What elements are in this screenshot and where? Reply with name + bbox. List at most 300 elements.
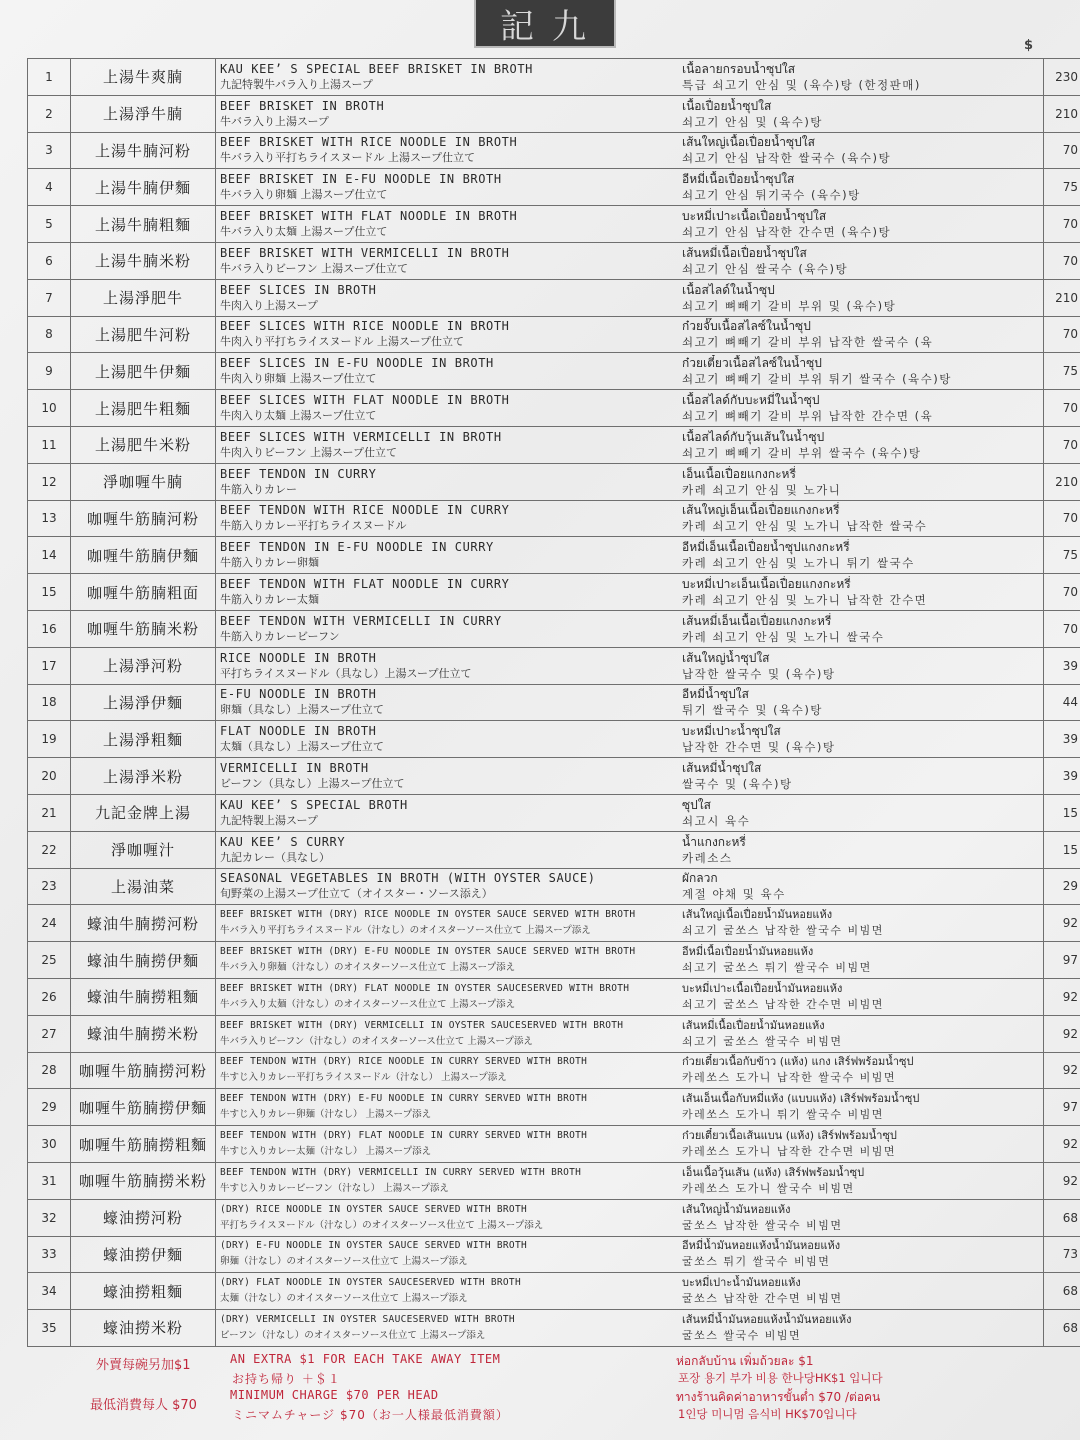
item-name-en: BEEF TENDON WITH (DRY) FLAT NOODLE IN CURRY SERVED WITH BROTH <box>220 1130 588 1141</box>
item-description-grid <box>220 1018 1043 1050</box>
item-name-jp: ビーフン（汁なし）のオイスターソース仕立て 上湯スープ添え <box>220 1329 486 1341</box>
item-price: 70 <box>1044 500 1080 537</box>
item-name-th: บะหมี่เปาะน้ำซุปใส <box>682 724 781 739</box>
item-name-ko: 쇠고기 안심 및 (육수)탕 <box>682 114 823 129</box>
item-price: 92 <box>1044 1162 1080 1199</box>
menu-row <box>28 942 1080 979</box>
item-price: 75 <box>1044 353 1080 390</box>
menu-row <box>28 132 1080 169</box>
menu-row <box>28 1162 1080 1199</box>
menu-row <box>28 758 1080 795</box>
item-number: 3 <box>28 132 71 169</box>
item-description-left <box>220 1091 682 1123</box>
item-price: 70 <box>1044 426 1080 463</box>
item-number: 15 <box>28 574 71 611</box>
item-number: 13 <box>28 500 71 537</box>
item-number: 24 <box>28 905 71 942</box>
item-name-jp: ビーフン（具なし）上湯スープ仕立て <box>220 777 405 791</box>
item-description-left <box>220 134 682 166</box>
item-description-right <box>682 723 1032 755</box>
item-name-zh: 蠔油牛腩撈粗麵 <box>71 978 216 1015</box>
item-price: 68 <box>1044 1273 1080 1310</box>
item-description-right <box>682 355 1032 387</box>
item-number: 14 <box>28 537 71 574</box>
item-price: 68 <box>1044 1310 1080 1347</box>
item-name-ko: 굴쏘스 쌀국수 비빔면 <box>682 1328 802 1342</box>
item-name-th: ก๋วยเตี๋ยวเนื้อกับข้าว (แห้ง) แกง เสิร์ฟพร้อมน้ำซุป <box>682 1055 914 1069</box>
item-description-right <box>682 944 1032 976</box>
item-description-right <box>682 1312 1032 1344</box>
item-name-th: เส้นใหญ่น้ำซุปใส <box>682 650 770 665</box>
item-description-grid <box>220 355 1043 387</box>
item-description-left <box>220 981 682 1013</box>
item-name-zh: 咖喱牛筋腩米粉 <box>71 610 216 647</box>
item-description-right <box>682 613 1032 645</box>
item-description-left <box>220 429 682 461</box>
item-price: 92 <box>1044 1126 1080 1163</box>
item-description <box>216 1199 1044 1236</box>
item-name-th: ผักลวก <box>682 871 718 886</box>
item-name-th: เส้นหมี่น้ำซุปใส <box>682 761 762 776</box>
item-description-grid <box>220 686 1043 718</box>
item-name-en: FLAT NOODLE IN BROTH <box>220 724 377 739</box>
item-number: 7 <box>28 279 71 316</box>
item-name-zh: 上湯淨肥牛 <box>71 279 216 316</box>
item-description-grid <box>220 318 1043 350</box>
item-description-grid <box>220 834 1043 866</box>
item-name-en: BEEF BRISKET IN BROTH <box>220 98 385 113</box>
item-description-left <box>220 797 682 829</box>
item-name-th: เอ็นเนื้อเปื่อยแกงกะหรี่ <box>682 466 796 481</box>
item-description-grid <box>220 1238 1043 1270</box>
item-name-en: BEEF BRISKET WITH (DRY) FLAT NOODLE IN OYSTER SAUCESERVED WITH BROTH <box>220 982 630 994</box>
item-description-right <box>682 870 1032 902</box>
item-name-ko: 납작한 쌀국수 및 (육수)탕 <box>682 666 836 681</box>
item-description-grid <box>220 539 1043 571</box>
item-name-ko: 쇠고기 뼈빼기 갈비 부위 납작한 쌀국수 (육 <box>682 335 934 350</box>
item-name-zh: 上湯淨河粉 <box>71 647 216 684</box>
item-description-left <box>220 1275 682 1307</box>
item-name-jp: 卵麺（汁なし）のオイスターソース仕立て 上湯スープ添え <box>220 1256 468 1268</box>
item-name-jp: 牛筋入りカレービーフン <box>220 629 340 643</box>
item-description <box>216 426 1044 463</box>
item-name-ko: 카레쏘스 도가니 쌀국수 비빔면 <box>682 1181 855 1195</box>
item-name-jp: 牛すじ入りカレー平打ちライスヌードル（汁なし） 上湯スープ添え <box>220 1072 507 1084</box>
item-name-jp: 牛バラ入りビーフン 上湯スープ仕立て <box>220 261 408 275</box>
item-name-th: เนื้อเปื่อยน้ำซุปใส <box>682 98 772 113</box>
item-description <box>216 1310 1044 1347</box>
item-name-jp: 牛肉入り上湯スープ <box>220 298 318 312</box>
item-description-right <box>682 981 1032 1013</box>
menu-body <box>28 59 1080 1347</box>
menu-row <box>28 868 1080 905</box>
item-description <box>216 463 1044 500</box>
item-description-right <box>682 98 1032 130</box>
item-description <box>216 1126 1044 1163</box>
item-description-left <box>220 760 682 792</box>
item-description-grid <box>220 1054 1043 1086</box>
item-description-left <box>220 539 682 571</box>
item-description-grid <box>220 576 1043 608</box>
item-description-right <box>682 1128 1032 1160</box>
item-name-zh: 咖喱牛筋腩撈伊麵 <box>71 1089 216 1126</box>
item-name-zh: 蠔油牛腩撈河粉 <box>71 905 216 942</box>
item-description-left <box>220 502 682 534</box>
menu-row <box>28 390 1080 427</box>
item-name-zh: 上湯牛腩河粉 <box>71 132 216 169</box>
item-description-right <box>682 429 1032 461</box>
item-number: 12 <box>28 463 71 500</box>
menu-row <box>28 1199 1080 1236</box>
item-name-zh: 咖喱牛筋腩河粉 <box>71 500 216 537</box>
item-name-ko: 카레쏘스 도가니 납작한 간수면 비빔면 <box>682 1145 897 1158</box>
item-name-zh: 上湯淨伊麵 <box>71 684 216 721</box>
item-name-zh: 上湯牛腩粗麵 <box>71 206 216 243</box>
item-name-en: (DRY) RICE NOODLE IN OYSTER SAUCE SERVED WITH BROTH <box>220 1203 527 1215</box>
item-name-th: อีหมี่น้ำมันหอยแห้งน้ำมันหอยแห้ง <box>682 1239 841 1253</box>
menu-row <box>28 684 1080 721</box>
item-number: 9 <box>28 353 71 390</box>
item-description-right <box>682 245 1032 277</box>
item-price: 39 <box>1044 758 1080 795</box>
item-number: 22 <box>28 831 71 868</box>
item-description-grid <box>220 1091 1043 1123</box>
item-description <box>216 1236 1044 1273</box>
item-name-en: BEEF TENDON WITH FLAT NOODLE IN CURRY <box>220 577 510 592</box>
item-name-zh: 上湯油菜 <box>71 868 216 905</box>
item-price: 15 <box>1044 831 1080 868</box>
item-name-th: เนื้อลายกรอบน้ำซุปใส <box>682 61 796 76</box>
item-name-zh: 蠔油撈伊麵 <box>71 1236 216 1273</box>
item-name-th: อีหมี่เอ็นเนื้อเปื่อยน้ำซุปแกงกะหรี่ <box>682 540 850 555</box>
item-description <box>216 132 1044 169</box>
item-price: 70 <box>1044 132 1080 169</box>
item-name-th: เส้นหมี่น้ำมันหอยแห้งน้ำมันหอยแห้ง <box>682 1312 852 1326</box>
item-description-grid <box>220 944 1043 976</box>
item-description-right <box>682 686 1032 718</box>
item-description-grid <box>220 613 1043 645</box>
item-number: 21 <box>28 794 71 831</box>
item-description-right <box>682 1018 1032 1050</box>
item-name-jp: 旬野菜の上湯スープ仕立て（オイスター・ソース添え） <box>220 887 493 901</box>
item-number: 6 <box>28 242 71 279</box>
item-name-ko: 쇠고기 굴쏘스 납작한 쌀국수 비빔면 <box>682 924 884 938</box>
item-description-left <box>220 907 682 939</box>
menu-row <box>28 537 1080 574</box>
item-description-grid <box>220 392 1043 424</box>
item-number: 31 <box>28 1162 71 1199</box>
item-name-jp: 牛バラ入り平打ちライスヌードル 上湯スープ仕立て <box>220 151 475 165</box>
item-name-zh: 蠔油牛腩撈米粉 <box>71 1015 216 1052</box>
item-name-en: BEEF SLICES IN E-FU NOODLE IN BROTH <box>220 356 494 371</box>
item-description-left <box>220 282 682 314</box>
item-description-grid <box>220 282 1043 314</box>
item-name-ko: 쇠고기 안심 납작한 간수면 (육수)탕 <box>682 225 892 240</box>
item-description-right <box>682 650 1032 682</box>
item-name-jp: 牛筋入りカレー卵麺 <box>220 556 319 570</box>
menu-row <box>28 794 1080 831</box>
item-description-left <box>220 318 682 350</box>
item-name-zh: 蠔油撈河粉 <box>71 1199 216 1236</box>
item-name-ko: 쇠고기 뼈빼기 갈비 부위 및 (육수)탕 <box>682 298 897 313</box>
item-description-grid <box>220 723 1043 755</box>
item-name-jp: 牛バラ入り太麺 上湯スープ仕立て <box>220 225 388 239</box>
item-number: 29 <box>28 1089 71 1126</box>
takeaway-note-th: ห่อกลับบ้าน เพิ่มถ้วยละ $1 <box>676 1354 814 1368</box>
item-name-en: KAU KEE’ S CURRY <box>220 834 346 849</box>
menu-row <box>28 1052 1080 1089</box>
item-price: 75 <box>1044 537 1080 574</box>
item-name-zh: 上湯牛爽腩 <box>71 59 216 96</box>
item-description <box>216 905 1044 942</box>
item-name-en: BEEF BRISKET WITH (DRY) E-FU NOODLE IN OYSTER SAUCE SERVED WITH BROTH <box>220 946 636 958</box>
item-price: 70 <box>1044 610 1080 647</box>
item-name-th: ก๋วยจั๊บเนื้อสไลซ์ในน้ำซุป <box>682 319 811 334</box>
item-description-left <box>220 245 682 277</box>
menu-row <box>28 1273 1080 1310</box>
item-description <box>216 500 1044 537</box>
item-name-en: BEEF TENDON IN CURRY <box>220 466 377 481</box>
item-price: 97 <box>1044 942 1080 979</box>
item-price: 75 <box>1044 169 1080 206</box>
menu-row <box>28 1310 1080 1347</box>
item-description <box>216 794 1044 831</box>
item-name-en: BEEF BRISKET IN E-FU NOODLE IN BROTH <box>220 172 502 187</box>
item-description <box>216 59 1044 96</box>
item-name-th: ก๋วยเตี๋ยวเนื้อเส้นแบน (แห้ง) เสิร์ฟพร้อมน้ำซุป <box>682 1129 897 1142</box>
item-name-jp: 卵麺（具なし）上湯スープ仕立て <box>220 703 384 717</box>
item-number: 17 <box>28 647 71 684</box>
item-number: 25 <box>28 942 71 979</box>
item-name-ko: 쇠고기 안심 납작한 쌀국수 (육수)탕 <box>682 151 892 166</box>
item-name-en: (DRY) VERMICELLI IN OYSTER SAUCESERVED WITH BROTH <box>220 1313 515 1325</box>
item-name-th: เส้นใหญ่เนื้อเปื่อยน้ำมันหอยแห้ง <box>682 908 833 922</box>
item-description-grid <box>220 1202 1043 1234</box>
item-price: 210 <box>1044 279 1080 316</box>
item-description-right <box>682 1202 1032 1234</box>
item-name-jp: 牛肉入り平打ちライスヌードル 上湯スープ仕立て <box>220 335 464 349</box>
item-name-jp: 牛バラ入り上湯スープ <box>220 114 329 128</box>
menu-row <box>28 242 1080 279</box>
item-description <box>216 574 1044 611</box>
item-name-zh: 上湯肥牛伊麵 <box>71 353 216 390</box>
menu-row <box>28 647 1080 684</box>
item-name-zh: 上湯肥牛粗麵 <box>71 390 216 427</box>
item-number: 4 <box>28 169 71 206</box>
takeaway-note-jp: お持ち帰り ＋＄１ <box>232 1372 341 1386</box>
item-price: 70 <box>1044 242 1080 279</box>
item-name-ko: 쇠고기 안심 쌀국수 (육수)탕 <box>682 261 849 276</box>
item-description-right <box>682 61 1032 93</box>
item-name-zh: 蠔油撈粗麵 <box>71 1273 216 1310</box>
menu-row <box>28 721 1080 758</box>
item-description-left <box>220 98 682 130</box>
item-description-grid <box>220 981 1043 1013</box>
menu-row <box>28 279 1080 316</box>
item-description <box>216 758 1044 795</box>
footer-notes <box>0 1350 1080 1430</box>
item-description-right <box>682 1091 1032 1123</box>
item-price: 210 <box>1044 463 1080 500</box>
item-description <box>216 537 1044 574</box>
item-description-grid <box>220 171 1043 203</box>
item-name-en: BEEF SLICES WITH VERMICELLI IN BROTH <box>220 429 502 444</box>
item-name-ko: 카레 쇠고기 안심 및 노가니 <box>682 482 842 497</box>
item-name-en: BEEF TENDON WITH VERMICELLI IN CURRY <box>220 613 502 628</box>
item-name-th: เส้นหมี่เนื้อเปื่อยน้ำซุปใส <box>682 245 807 260</box>
item-name-en: KAU KEE’ S SPECIAL BROTH <box>220 797 408 812</box>
item-name-th: บะหมี่เปาะเนื้อเปื่อยน้ำมันหอยแห้ง <box>682 981 843 995</box>
item-description-grid <box>220 907 1043 939</box>
item-price: 210 <box>1044 95 1080 132</box>
item-description-right <box>682 466 1032 498</box>
item-price: 44 <box>1044 684 1080 721</box>
item-name-th: ซุปใส <box>682 797 711 812</box>
item-description-grid <box>220 1275 1043 1307</box>
item-description <box>216 942 1044 979</box>
minimum-note-zh: 最低消費每人 $70 <box>90 1398 197 1413</box>
minimum-note-ko: 1인당 미니멈 음식비 HK$70입니다 <box>678 1407 857 1421</box>
item-name-zh: 蠔油撈米粉 <box>71 1310 216 1347</box>
item-number: 28 <box>28 1052 71 1089</box>
menu-row <box>28 426 1080 463</box>
item-description <box>216 610 1044 647</box>
item-name-zh: 九記金牌上湯 <box>71 794 216 831</box>
item-description-left <box>220 208 682 240</box>
item-description-right <box>682 1238 1032 1270</box>
item-description <box>216 353 1044 390</box>
menu-row <box>28 831 1080 868</box>
item-name-th: เส้นใหญ่เนื้อเปื่อยน้ำซุปใส <box>682 135 815 150</box>
item-description-left <box>220 466 682 498</box>
item-description-left <box>220 1238 682 1270</box>
item-description-right <box>682 539 1032 571</box>
item-name-ko: 쇠고기 굴쏘스 쌀국수 비빔면 <box>682 1034 843 1048</box>
item-name-ko: 쇠고기 굴쏘스 납작한 간수면 비빔면 <box>682 997 884 1011</box>
item-name-zh: 上湯牛腩伊麵 <box>71 169 216 206</box>
item-name-en: BEEF BRISKET WITH FLAT NOODLE IN BROTH <box>220 209 518 224</box>
item-name-ko: 카레 쇠고기 안심 및 노가니 납작한 쌀국수 <box>682 519 928 534</box>
item-number: 8 <box>28 316 71 353</box>
item-price: 68 <box>1044 1199 1080 1236</box>
item-name-jp: 牛肉入り太麺 上湯スープ仕立て <box>220 409 377 423</box>
item-price: 15 <box>1044 794 1080 831</box>
item-description-grid <box>220 760 1043 792</box>
item-description-left <box>220 1312 682 1344</box>
item-price: 39 <box>1044 647 1080 684</box>
item-name-jp: 牛肉入り卵麺 上湯スープ仕立て <box>220 372 377 386</box>
item-description <box>216 721 1044 758</box>
item-description <box>216 206 1044 243</box>
item-name-jp: 太麺（具なし）上湯スープ仕立て <box>220 740 384 754</box>
item-description-left <box>220 576 682 608</box>
item-name-en: E-FU NOODLE IN BROTH <box>220 687 377 702</box>
item-name-jp: 牛すじ入りカレービーフン（汁なし） 上湯スープ添え <box>220 1182 449 1194</box>
menu-row <box>28 353 1080 390</box>
item-name-zh: 咖喱牛筋腩撈河粉 <box>71 1052 216 1089</box>
item-name-ko: 튀기 쌀국수 및 (육수)탕 <box>682 703 823 718</box>
item-name-en: BEEF TENDON WITH (DRY) RICE NOODLE IN CURRY SERVED WITH BROTH <box>220 1056 588 1068</box>
item-name-en: BEEF BRISKET WITH (DRY) VERMICELLI IN OYSTER SAUCESERVED WITH BROTH <box>220 1019 624 1031</box>
item-name-en: BEEF SLICES WITH RICE NOODLE IN BROTH <box>220 319 510 334</box>
menu-row <box>28 500 1080 537</box>
item-description-left <box>220 1128 682 1160</box>
item-name-en: BEEF SLICES WITH FLAT NOODLE IN BROTH <box>220 393 510 408</box>
item-description-grid <box>220 208 1043 240</box>
item-description-left <box>220 392 682 424</box>
menu-row <box>28 206 1080 243</box>
item-description <box>216 316 1044 353</box>
item-name-zh: 上湯淨牛腩 <box>71 95 216 132</box>
item-name-ko: 굴쏘스 납작한 쌀국수 비빔면 <box>682 1218 843 1232</box>
minimum-note-en: MINIMUM CHARGE $70 PER HEAD <box>230 1388 439 1402</box>
item-number: 23 <box>28 868 71 905</box>
item-price: 70 <box>1044 390 1080 427</box>
item-name-jp: 牛バラ入りビーフン（汁なし）のオイスターソース仕立て 上湯スープ添え <box>220 1035 533 1047</box>
item-name-ko: 카레쏘스 도가니 납작한 쌀국수 비빔면 <box>682 1071 897 1085</box>
item-name-en: (DRY) E-FU NOODLE IN OYSTER SAUCE SERVED WITH BROTH <box>220 1240 527 1252</box>
item-name-jp: 平打ちライスヌードル（具なし）上湯スープ仕立て <box>220 666 472 680</box>
menu-row <box>28 1015 1080 1052</box>
item-description <box>216 279 1044 316</box>
minimum-note-jp: ミニマムチャージ $70（お一人様最低消費額） <box>232 1408 509 1422</box>
item-name-en: BEEF TENDON IN E-FU NOODLE IN CURRY <box>220 540 494 555</box>
item-name-th: เนื้อสไลด์กับวุ้นเส้นในน้ำซุป <box>682 429 825 444</box>
item-name-ko: 쌀국수 및 (육수)탕 <box>682 777 793 792</box>
item-name-ko: 쇠고기 굴쏘스 튀기 쌀국수 비빔면 <box>682 961 872 975</box>
item-number: 18 <box>28 684 71 721</box>
item-name-en: RICE NOODLE IN BROTH <box>220 650 377 665</box>
item-name-th: อีหมี่เนื้อเปื่อยน้ำมันหอยแห้ง <box>682 945 814 959</box>
item-description-left <box>220 834 682 866</box>
item-description-left <box>220 355 682 387</box>
item-description-right <box>682 760 1032 792</box>
item-price: 70 <box>1044 316 1080 353</box>
item-number: 11 <box>28 426 71 463</box>
item-description-left <box>220 686 682 718</box>
item-name-zh: 咖喱牛筋腩伊麵 <box>71 537 216 574</box>
item-name-ko: 카레 쇠고기 안심 및 노가니 쌀국수 <box>682 629 885 644</box>
item-description-right <box>682 392 1032 424</box>
item-price: 70 <box>1044 574 1080 611</box>
menu-row <box>28 1089 1080 1126</box>
item-name-ko: 굴쏘스 튀기 쌀국수 비빔면 <box>682 1255 831 1269</box>
item-name-th: เส้นเอ็นเนื้อกับหมี่แห้ง (แบบแห้ง) เสิร์ฟพร้อมน้ำซุป <box>682 1092 920 1106</box>
item-name-zh: 上湯淨米粉 <box>71 758 216 795</box>
takeaway-note-zh: 外賣每碗另加$1 <box>96 1358 191 1373</box>
item-price: 92 <box>1044 1052 1080 1089</box>
item-name-ko: 쇠고기 뼈빼기 갈비 부위 쌀국수 (육수)탕 <box>682 445 922 460</box>
item-number: 16 <box>28 610 71 647</box>
item-description-right <box>682 907 1032 939</box>
item-name-jp: 牛すじ入りカレー卵麺（汁なし） 上湯スープ添え <box>220 1109 432 1121</box>
item-description-grid <box>220 650 1043 682</box>
menu-table <box>27 58 1080 1347</box>
item-name-en: BEEF BRISKET WITH VERMICELLI IN BROTH <box>220 245 510 260</box>
item-price: 70 <box>1044 206 1080 243</box>
item-name-en: KAU KEE’ S SPECIAL BEEF BRISKET IN BROTH <box>220 61 533 76</box>
item-description-left <box>220 171 682 203</box>
item-number: 32 <box>28 1199 71 1236</box>
item-description-left <box>220 870 682 902</box>
item-name-th: บะหมี่เปาะเอ็นเนื้อเปื่อยแกงกะหรี่ <box>682 577 851 592</box>
item-description-grid <box>220 502 1043 534</box>
item-description-grid <box>220 61 1043 93</box>
item-description-right <box>682 1275 1032 1307</box>
item-name-jp: 牛バラ入り卵麺 上湯スープ仕立て <box>220 188 388 202</box>
item-name-zh: 上湯肥牛米粉 <box>71 426 216 463</box>
item-name-jp: 牛筋入りカレー <box>220 482 297 496</box>
